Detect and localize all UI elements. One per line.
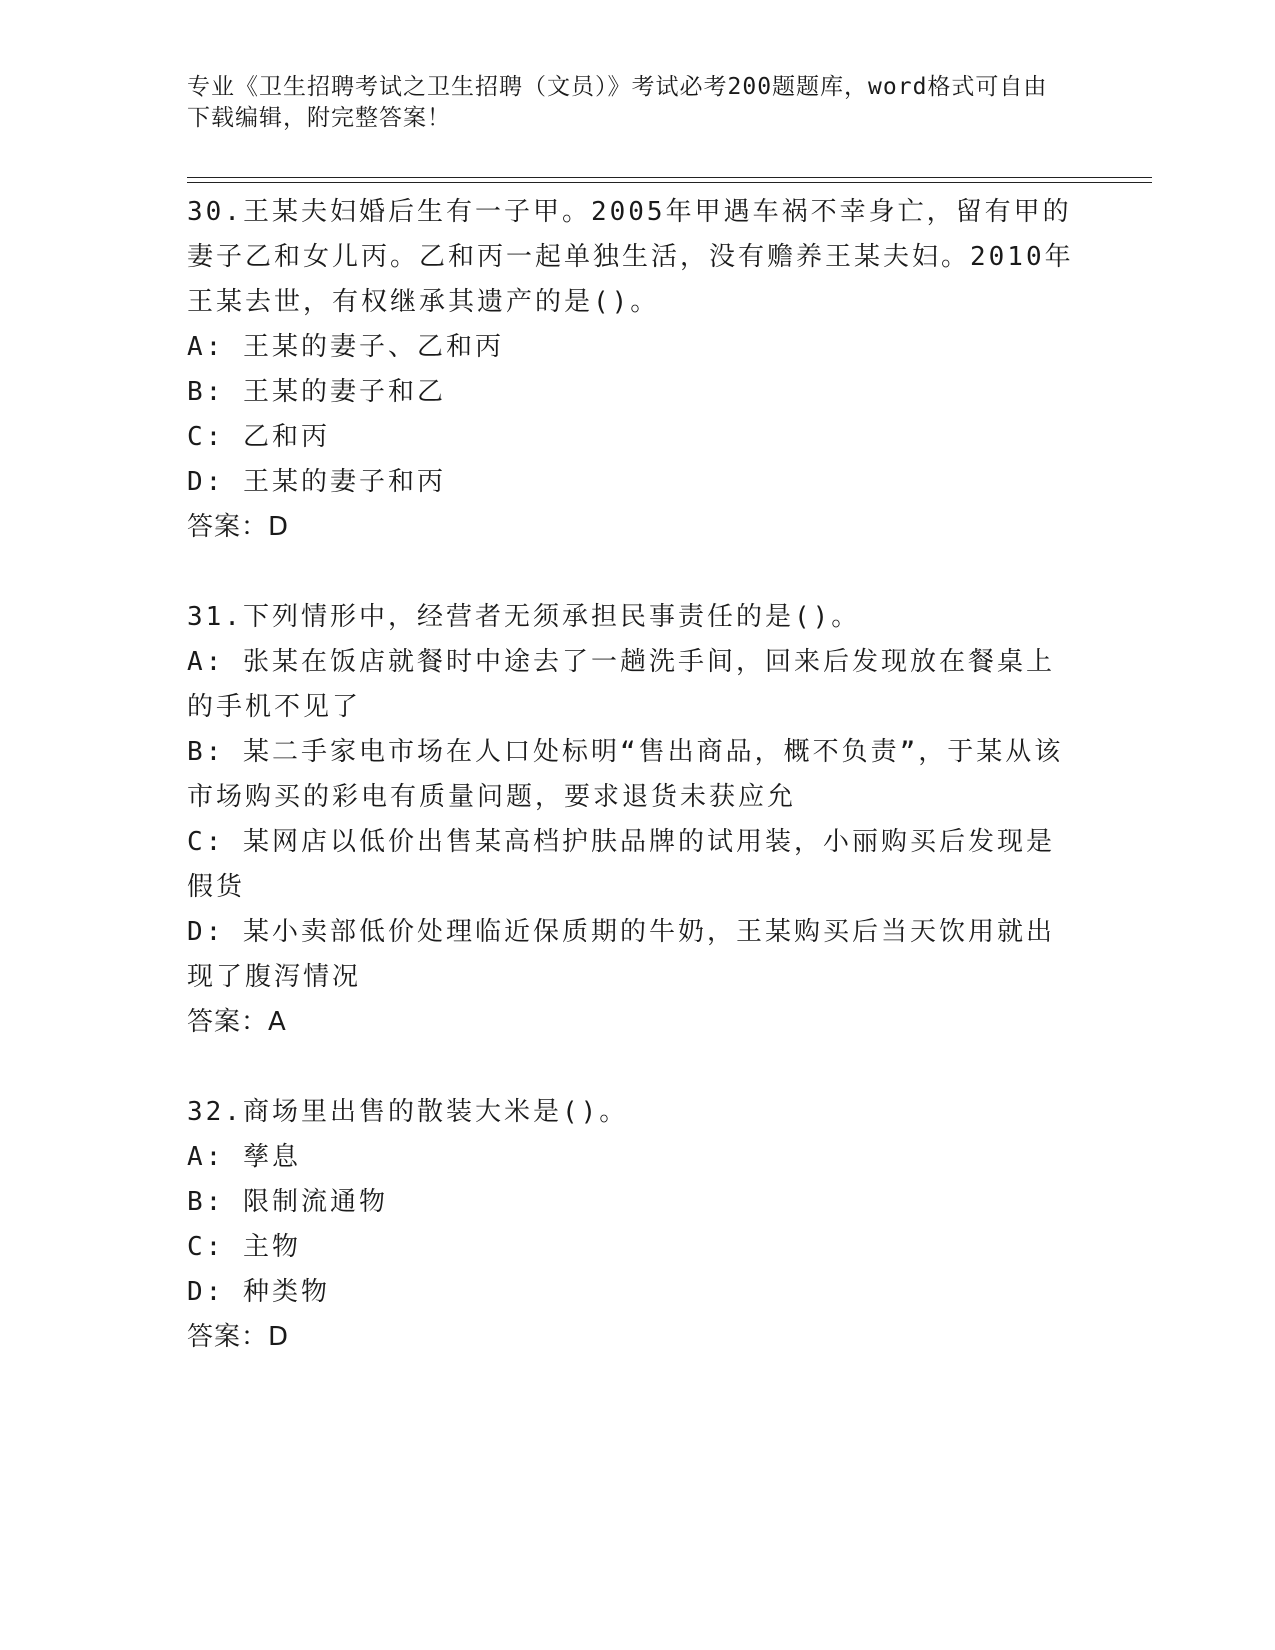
option-d: D: 王某的妻子和丙 <box>187 467 446 497</box>
option-a: A: 张某在饭店就餐时中途去了一趟洗手间，回来后发现放在餐桌上的手机不见了 <box>187 647 1055 722</box>
question-list <box>187 190 1077 1360</box>
header-divider-bottom <box>187 182 1152 183</box>
question-30 <box>187 190 1077 550</box>
question-stem: 32.商场里出售的散装大米是()。 <box>187 1097 629 1127</box>
option-d: D: 种类物 <box>187 1277 330 1307</box>
option-c: C: 主物 <box>187 1232 301 1262</box>
answer: 答案：A <box>187 1007 287 1037</box>
spacer <box>187 550 1077 595</box>
option-a: A: 王某的妻子、乙和丙 <box>187 332 504 362</box>
option-c: C: 某网店以低价出售某高档护肤品牌的试用装，小丽购买后发现是假货 <box>187 827 1055 902</box>
question-31 <box>187 595 1077 1045</box>
option-b: B: 王某的妻子和乙 <box>187 377 446 407</box>
question-32 <box>187 1090 1077 1360</box>
answer: 答案：D <box>187 1322 290 1352</box>
option-d: D: 某小卖部低价处理临近保质期的牛奶，王某购买后当天饮用就出现了腹泻情况 <box>187 917 1055 992</box>
option-a: A: 孳息 <box>187 1142 301 1172</box>
spacer <box>187 1045 1077 1090</box>
answer: 答案：D <box>187 512 290 542</box>
question-stem: 30.王某夫妇婚后生有一子甲。2005年甲遇车祸不幸身亡，留有甲的妻子乙和女儿丙。乙和丙一起单独生活，没有赡养王某夫妇。2010年王某去世，有权继承其遗产的是()。 <box>187 197 1074 317</box>
document-header <box>187 72 1067 134</box>
question-stem: 31.下列情形中，经营者无须承担民事责任的是()。 <box>187 602 861 632</box>
option-b: B: 某二手家电市场在人口处标明“售出商品，概不负责”，于某从该市场购买的彩电有质量问题，要求退货未获应允 <box>187 737 1064 812</box>
header-text: 专业《卫生招聘考试之卫生招聘（文员）》考试必考200题题库，word格式可自由下载编辑，附完整答案！ <box>187 74 1048 131</box>
option-b: B: 限制流通物 <box>187 1187 388 1217</box>
option-c: C: 乙和丙 <box>187 422 330 452</box>
header-divider-top <box>187 177 1152 178</box>
